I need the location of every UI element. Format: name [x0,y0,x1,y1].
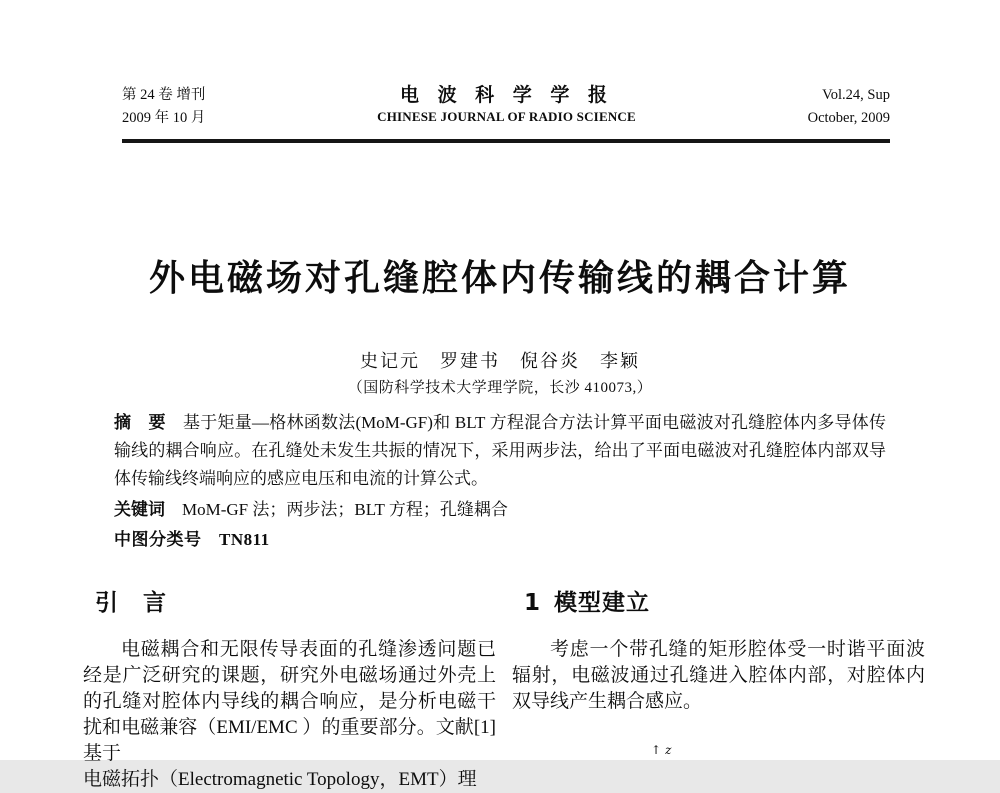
intro-paragraph-clipped-line: 电磁拓扑（Electromagnetic Topology，EMT）理 [83,769,477,790]
axis-arrow-icon: ↑ [651,743,662,757]
journal-date-cn: 2009 年 10 月 [122,110,206,126]
abstract-text: 基于矩量—格林函数法(MoM-GF)和 BLT 方程混合方法计算平面电磁波对孔缝腔体内多导体传输线的耦合响应。在孔缝处未发生共振的情况下，采用两步法，给出了平面电磁波对孔缝腔体内部双导体传输线终端响应的感应电压和电流的计算公式。 [114,413,887,488]
right-column [512,588,925,793]
clc-line [114,526,886,554]
figure-axis-fragment [651,743,671,757]
journal-header [122,84,890,143]
abstract-paragraph [114,409,886,493]
body-columns [83,588,925,793]
journal-volume-date [122,84,205,130]
intro-heading: 引 言 [95,590,167,616]
journal-name-en: CHINESE JOURNAL OF RADIO SCIENCE [377,109,636,124]
keywords-label: 关键词 [114,500,165,520]
article-affiliation: （国防科学技术大学理学院，长沙 410073,） [347,380,653,396]
journal-name-cn: 电 波 科 学 学 报 [399,84,614,106]
intro-paragraph: 电磁耦合和无限传导表面的孔缝渗透问题已经是广泛研究的课题，研究外电磁场通过外壳上的孔缝对腔体内导线的耦合响应，是分析电磁干扰和电磁兼容（EMI/EMC ）的重要部分。文献[1]基于 [83,639,496,764]
left-column [83,588,496,793]
clc-label: 中图分类号 [114,530,202,550]
model-heading [524,588,925,618]
model-paragraph: 考虑一个带孔缝的矩形腔体受一时谐平面波辐射，电磁波通过孔缝进入腔体内部，对腔体内双导线产生耦合感应。 [512,639,925,712]
clc-value: TN811 [219,530,270,549]
model-section-number: 1 [524,590,541,616]
model-heading-text: 模型建立 [554,590,651,616]
abstract-label: 摘 要 [114,413,166,433]
journal-vol-en: Vol.24, Sup [822,87,890,103]
journal-volume-cn: 第 24 卷 增刊 [122,87,206,103]
abstract-block [114,409,886,554]
article-title: 外电磁场对孔缝腔体内传输线的耦合计算 [148,258,851,299]
axis-z-label: z [665,743,672,757]
journal-vol-date-en [808,84,890,130]
journal-date-en: October, 2009 [807,110,890,126]
journal-name [377,84,636,127]
keywords-line [114,496,886,524]
article-authors: 史记元 罗建书 倪谷炎 李颖 [360,351,640,371]
keywords-text: MoM-GF 法；两步法；BLT 方程；孔缝耦合 [182,500,508,519]
